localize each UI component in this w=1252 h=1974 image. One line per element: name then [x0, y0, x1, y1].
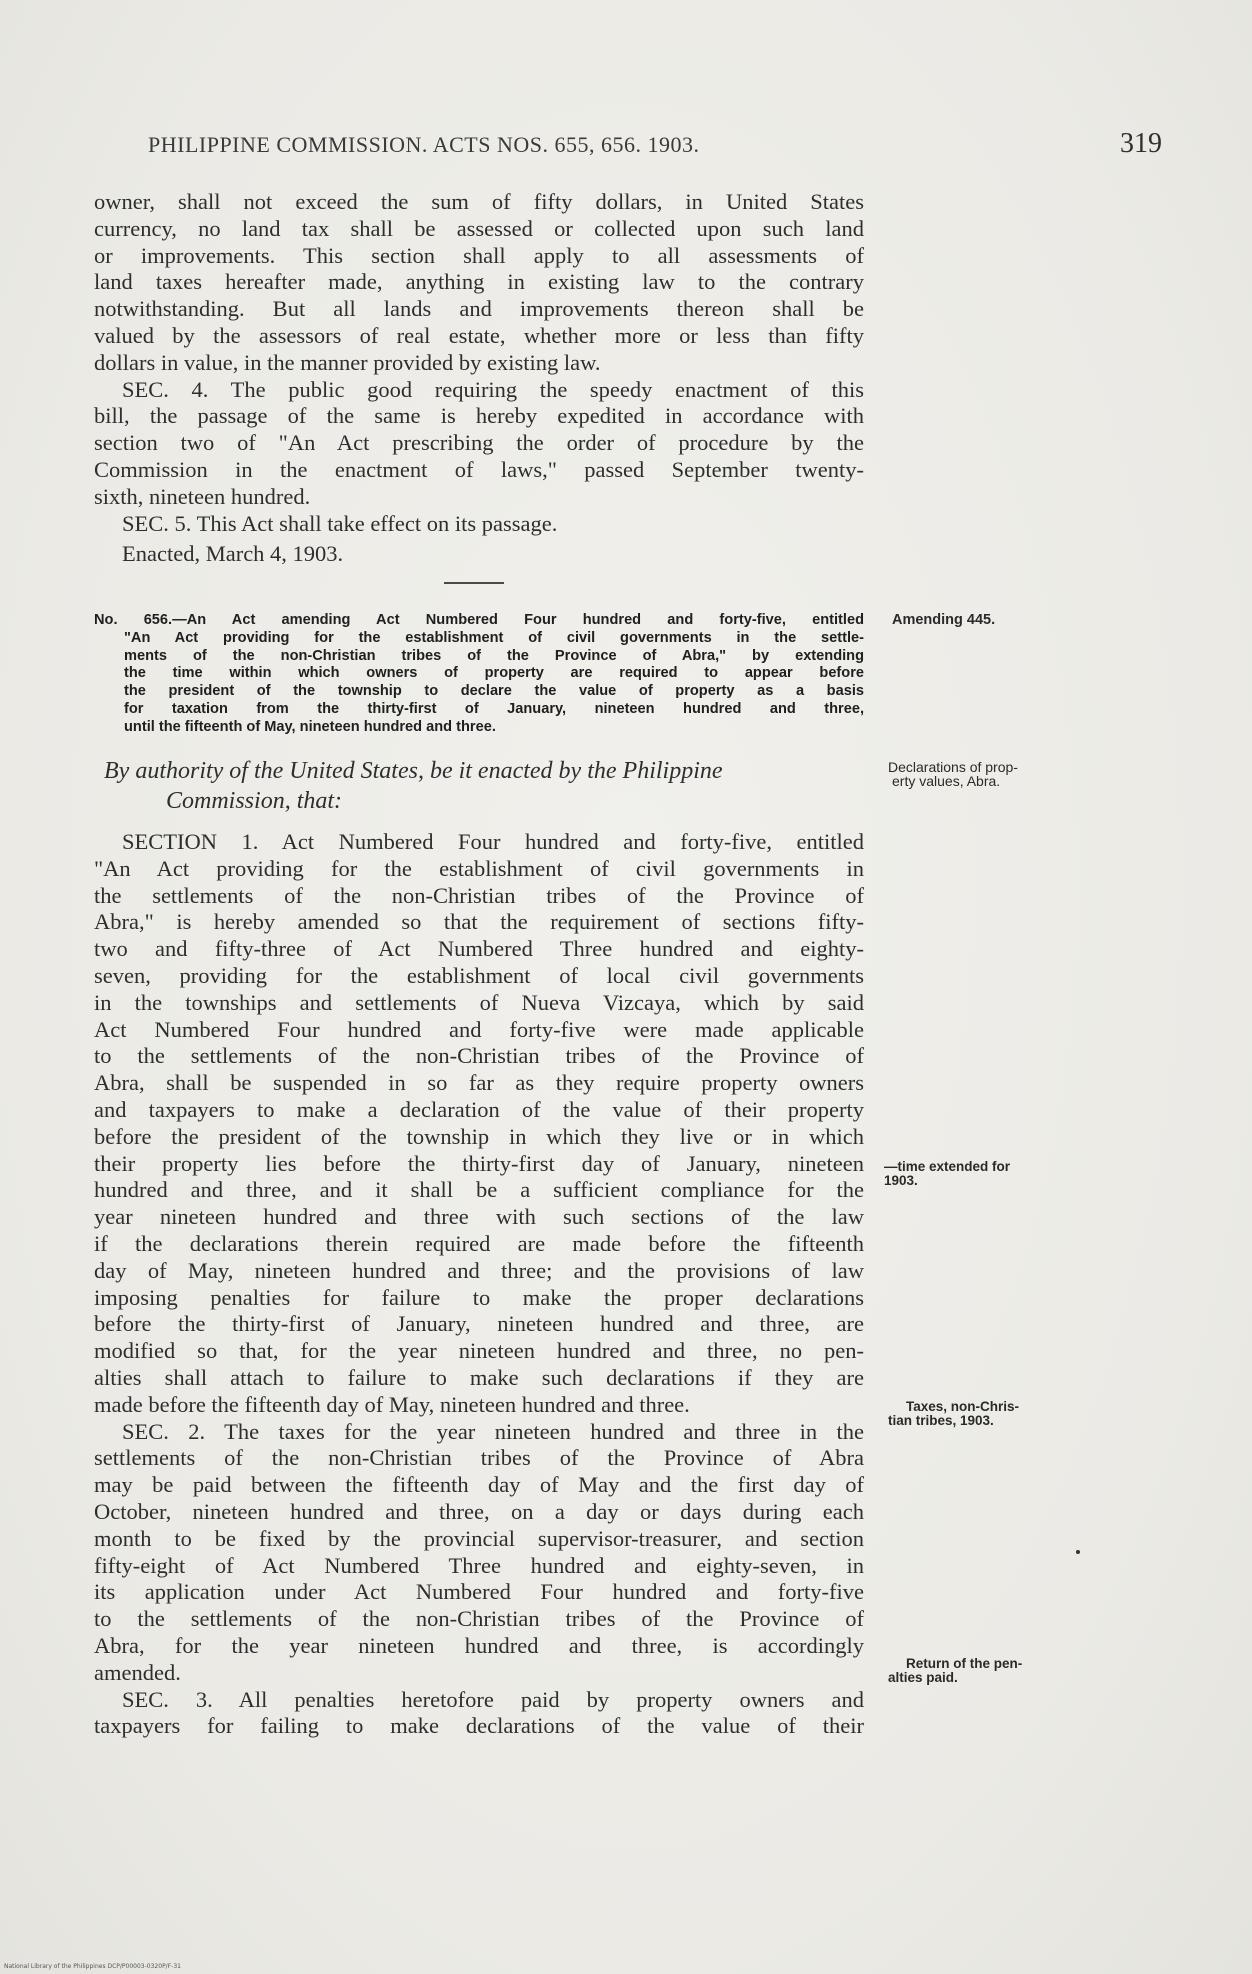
text-line: bill, the passage of the same is hereby expedited in accordance with — [94, 403, 864, 429]
text-line: hundred and three, and it shall be a sufficient compliance for the — [94, 1177, 864, 1203]
text-line: their property lies before the thirty-first day of January, nineteen — [94, 1150, 864, 1176]
text-line: before the president of the township in which they live or in which — [94, 1123, 864, 1149]
paper-speck — [1076, 1550, 1080, 1554]
text-line: dollars in value, in the manner provided by existing law. — [94, 349, 601, 375]
title-line: until the fifteenth of May, nineteen hundred and three. — [124, 718, 496, 735]
margin-note-declarations — [888, 760, 1018, 788]
text-line: seven, providing for the establishment of local civil governments — [94, 962, 864, 988]
text-line: or improvements. This section shall apply to all assessments of — [94, 242, 864, 268]
text-line: year nineteen hundred and three with such sections of the law — [94, 1204, 864, 1230]
text-line: made before the fifteenth day of May, nineteen hundred and three. — [94, 1391, 690, 1417]
section-5-line: SEC. 5. This Act shall take effect on its passage. — [122, 510, 558, 536]
text-line: notwithstanding. But all lands and improvements thereon shall be — [94, 296, 864, 322]
text-line: if the declarations therein required are made before the fifteenth — [94, 1230, 864, 1256]
text-line: valued by the assessors of real estate, whether more or less than fifty — [94, 322, 864, 348]
margin-note-amending — [892, 613, 995, 627]
text-line: taxpayers for failing to make declarations of the value of their — [94, 1713, 864, 1739]
text-line: section two of "An Act prescribing the order of procedure by the — [94, 430, 864, 456]
section-3-line: SEC. 3. All penalties heretofore paid by property owners and — [122, 1686, 864, 1712]
title-line: No. 656.—An Act amending Act Numbered Four hundred and forty-five, entitled — [94, 612, 864, 628]
text-line: to the settlements of the non-Christian tribes of the Province of — [94, 1043, 864, 1069]
text-line: before the thirty-first of January, nineteen hundred and three, are — [94, 1311, 864, 1337]
text-line: in the townships and settlements of Nueva Vizcaya, which by said — [94, 989, 864, 1015]
text-line: settlements of the non-Christian tribes of the Province of Abra — [94, 1445, 864, 1471]
text-line: to the settlements of the non-Christian tribes of the Province of — [94, 1606, 864, 1632]
enacting-clause — [104, 756, 864, 816]
text-line: the settlements of the non-Christian tribes of the Province of — [94, 882, 864, 908]
text-line: currency, no land tax shall be assessed or collected upon such land — [94, 215, 864, 241]
text-line: day of May, nineteen hundred and three; and the provisions of law — [94, 1257, 864, 1283]
margin-note-return — [888, 1657, 1022, 1685]
text-line: its application under Act Numbered Four hundred and forty-five — [94, 1579, 864, 1605]
text-line: fifty-eight of Act Numbered Three hundred and eighty-seven, in — [94, 1552, 864, 1578]
margin-note-text: tian tribes, 1903. — [888, 1413, 994, 1428]
margin-note-text: Taxes, non-Chris- — [906, 1399, 1020, 1414]
margin-note-time-extended — [884, 1160, 1010, 1188]
text-line: two and fifty-three of Act Numbered Three hundred and eighty- — [94, 936, 864, 962]
section-4-line: SEC. 4. The public good requiring the speedy enactment of this — [122, 376, 864, 402]
title-line: ments of the non-Christian tribes of the Province of Abra," by extending — [124, 647, 864, 664]
margin-note-text: Amending 445. — [892, 612, 996, 628]
title-line: "An Act providing for the establishment of civil governments in the settle- — [124, 629, 864, 646]
text-line: amended. — [94, 1659, 181, 1685]
text-line: modified so that, for the year nineteen hundred and three, no pen- — [94, 1338, 864, 1364]
text-line: imposing penalties for failure to make the proper declarations — [94, 1284, 864, 1310]
margin-note-text: —time extended for — [884, 1159, 1011, 1174]
act-656-body — [94, 829, 864, 1740]
scan-credit: National Library of the Philippines DCP/P00003-0320P/F-31 — [4, 1963, 181, 1970]
enacted-date: Enacted, March 4, 1903. — [122, 541, 344, 567]
text-line: October, nineteen hundred and three, on a day or days during each — [94, 1498, 864, 1524]
title-line: the time within which owners of property are required to appear before — [124, 665, 864, 682]
enacting-line: Commission, that: — [166, 788, 343, 814]
text-line: Abra, shall be suspended in so far as they require property owners — [94, 1070, 864, 1096]
title-line: the president of the township to declare the value of property as a basis — [124, 683, 864, 700]
text-line: month to be fixed by the provincial supervisor-treasurer, and section — [94, 1525, 864, 1551]
text-line: sixth, nineteen hundred. — [94, 483, 311, 509]
text-line: Commission in the enactment of laws," passed September twenty- — [94, 456, 864, 482]
margin-note-text: erty values, Abra. — [892, 773, 1001, 789]
text-line: land taxes hereafter made, anything in existing law to the contrary — [94, 269, 864, 295]
margin-note-text: 1903. — [884, 1173, 918, 1188]
section-divider — [444, 582, 504, 584]
margin-note-text: Declarations of prop- — [888, 759, 1018, 775]
text-line: "An Act providing for the establishment of civil governments in — [94, 855, 864, 881]
text-line: owner, shall not exceed the sum of fifty dollars, in United States — [94, 189, 864, 214]
act-656-title — [94, 612, 864, 737]
text-line: alties shall attach to failure to make such declarations if they are — [94, 1364, 864, 1390]
text-line: Abra," is hereby amended so that the requirement of sections fifty- — [94, 909, 864, 935]
margin-note-taxes — [888, 1400, 1019, 1428]
margin-note-text: Return of the pen- — [906, 1656, 1023, 1671]
margin-note-text: alties paid. — [888, 1670, 958, 1685]
page-number: 319 — [1120, 128, 1162, 159]
section-1-line: SECTION 1. Act Numbered Four hundred and forty-five, entitled — [122, 829, 864, 854]
text-line: Abra, for the year nineteen hundred and three, is accordingly — [94, 1632, 864, 1658]
title-line: for taxation from the thirty-first of January, nineteen hundred and three, — [124, 700, 864, 717]
text-line: Act Numbered Four hundred and forty-five were made applicable — [94, 1016, 864, 1042]
act-655-continuation — [94, 189, 864, 568]
text-line: may be paid between the fifteenth day of May and the first day of — [94, 1472, 864, 1498]
section-2-line: SEC. 2. The taxes for the year nineteen hundred and three in the — [122, 1418, 864, 1444]
enacting-line: By authority of the United States, be it enacted by the Philippine — [104, 758, 723, 784]
text-line: and taxpayers to make a declaration of the value of their property — [94, 1096, 864, 1122]
running-head: PHILIPPINE COMMISSION. ACTS NOS. 655, 656. 1903. — [148, 132, 700, 157]
